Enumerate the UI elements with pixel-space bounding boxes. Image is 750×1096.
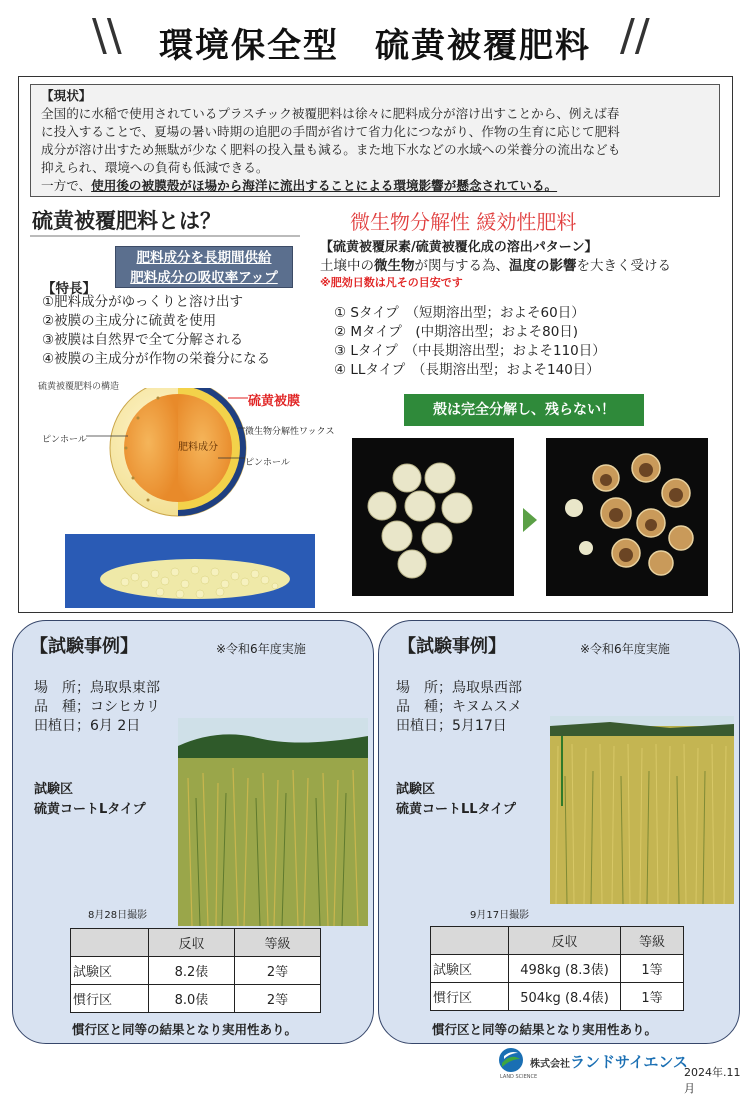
rice-field-photo-west: [550, 716, 734, 904]
trial-title: 【試験事例】: [398, 636, 506, 657]
release-pattern-note: ※肥効日数は凡その目安です: [320, 276, 463, 289]
title-slash-left-icon: \\: [92, 10, 122, 61]
trial-title: 【試験事例】: [30, 636, 138, 657]
current-status-heading: 【現状】: [41, 88, 92, 103]
trial-place: 場 所；鳥取県東部: [34, 680, 160, 696]
table-row: [431, 955, 684, 983]
concern-emphasis: 使用後の被膜殻がほ場から海洋に流出することによる環境影響が懸念されている。: [91, 178, 558, 193]
table-header: [71, 929, 149, 957]
trial-plot: [396, 780, 516, 820]
fertilizer-type-heading: 微生物分解性 緩効性肥料: [350, 210, 577, 234]
pinhole-label-right: ピンホール: [245, 458, 290, 468]
trial-plot-label: 試験区: [34, 782, 74, 797]
trial-planting-date: 田植日；6月 2日: [34, 718, 141, 734]
title-slash-right-icon: //: [620, 10, 650, 61]
core-label: 肥料成分: [178, 442, 218, 453]
table-header: 等級: [621, 927, 684, 955]
table-header: 反収: [149, 929, 235, 957]
release-type-item: ③ Lタイプ （中長期溶出型；およそ110日）: [334, 343, 606, 359]
table-header: 等級: [235, 929, 321, 957]
trial-variety: 品 種；キヌムスメ: [396, 699, 522, 715]
benefit-line: 肥料成分の吸収率アップ: [130, 270, 278, 286]
section-title-about: 硫黄被覆肥料とは？: [32, 209, 221, 233]
table-cell: 2等: [235, 985, 321, 1013]
current-status-line: に投入することで、夏場の暑い時期の追肥の手間が省けて省力化につながり、作物の生育に応じて肥料: [41, 124, 620, 139]
trial-variety: 品 種；コシヒカリ: [34, 699, 160, 715]
current-status-line: 成分が溶け出すため無駄が少なく肥料の投入量も減る。また地下水などの水域への栄養分の流出なども: [41, 142, 621, 157]
table-cell: 2等: [235, 957, 321, 985]
feature-item: ①肥料成分がゆっくりと溶け出す: [42, 294, 243, 310]
structure-caption: 硫黄被覆肥料の構造: [38, 382, 120, 392]
trial-year-note: ※令和6年度実施: [216, 642, 306, 656]
table-cell: 498kg (8.3俵): [509, 955, 621, 983]
trial-result: 慣行区と同等の結果となり実用性あり。: [432, 1022, 658, 1037]
release-type-item: ④ LLタイプ （長期溶出型；およそ140日）: [334, 362, 600, 378]
arrow-right-icon: [523, 508, 537, 532]
concern-prefix: 一方で、: [41, 178, 92, 193]
shells-after-photo: [546, 438, 708, 596]
release-type-item: ① Sタイプ （短期溶出型；およそ60日）: [334, 305, 585, 321]
feature-item: ③被膜は自然界で全て分解される: [42, 332, 244, 348]
table-cell: 1等: [621, 983, 684, 1011]
yield-table-west: [430, 926, 684, 1011]
company-logo-icon: [498, 1047, 524, 1073]
feature-item: ④被膜の主成分が作物の栄養分になる: [42, 351, 271, 367]
table-header-row: [71, 929, 321, 957]
coating-label: 硫黄被膜: [248, 394, 301, 409]
trial-plot-type: 硫黄コートLタイプ: [34, 802, 146, 817]
feature-item: ②被膜の主成分に硫黄を使用: [42, 313, 217, 329]
current-status-box: [30, 84, 720, 197]
trial-plot-label: 試験区: [396, 782, 436, 797]
rice-field-photo-east: [178, 718, 368, 926]
trial-plot-type: 硫黄コートLLタイプ: [396, 802, 516, 817]
granule-structure-diagram: [38, 388, 278, 528]
table-cell: 試験区: [431, 955, 509, 983]
table-header: 反収: [509, 927, 621, 955]
current-status-concern: [41, 177, 709, 195]
table-row: [71, 957, 321, 985]
company-name: 株式会社ランドサイエンス: [530, 1053, 688, 1071]
page-title: 環境保全型 硫黄被覆肥料: [159, 26, 591, 66]
trial-planting-date: 田植日；5月17日: [396, 718, 507, 734]
benefit-line: 肥料成分を長期間供給: [136, 250, 272, 266]
features-list: [42, 293, 270, 369]
current-status-line: 抑えられ、環境への負荷も低減できる。: [41, 160, 269, 175]
trial-result: 慣行区と同等の結果となり実用性あり。: [72, 1022, 298, 1037]
pellets-before-photo: [352, 438, 514, 596]
table-cell: 8.2俵: [149, 957, 235, 985]
decompose-banner: 殻は完全分解し、残らない！: [404, 394, 644, 426]
release-pattern-description: 土壌中の微生物が関与する為、温度の影響を大きく受ける: [320, 258, 671, 274]
release-type-list: [334, 304, 606, 380]
issue-date: 2024年.11月: [684, 1066, 741, 1095]
trial-info: [396, 679, 522, 736]
section-title-underline: [30, 235, 300, 237]
table-cell: 試験区: [71, 957, 149, 985]
trial-info: [34, 679, 160, 736]
release-type-item: ② Mタイプ (中期溶出型；およそ80日): [334, 324, 579, 340]
table-row: [431, 983, 684, 1011]
table-cell: 慣行区: [71, 985, 149, 1013]
table-cell: 8.0俵: [149, 985, 235, 1013]
wax-label: 微生物分解性ワックス: [245, 427, 335, 437]
table-row: [71, 985, 321, 1013]
company-logo-text: LAND SCIENCE: [500, 1074, 538, 1080]
table-cell: 1等: [621, 955, 684, 983]
table-header-row: [431, 927, 684, 955]
table-header: [431, 927, 509, 955]
photo-date: 8月28日撮影: [88, 910, 148, 921]
benefit-box: [115, 246, 293, 288]
granules-photo: [65, 534, 315, 608]
release-pattern-title: 【硫黄被覆尿素/硫黄被覆化成の溶出パターン】: [320, 240, 598, 255]
photo-date: 9月17日撮影: [470, 910, 530, 921]
trial-year-note: ※令和6年度実施: [580, 642, 670, 656]
pinhole-label-left: ピンホール: [42, 435, 87, 445]
features-title: 【特長】: [42, 281, 96, 297]
table-cell: 慣行区: [431, 983, 509, 1011]
current-status-line: 全国的に水稲で使用されているプラスチック被覆肥料は徐々に肥料成分が溶け出すことから、例えば春: [41, 106, 620, 121]
trial-plot: [34, 780, 146, 820]
trial-place: 場 所；鳥取県西部: [396, 680, 522, 696]
table-cell: 504kg (8.4俵): [509, 983, 621, 1011]
yield-table-east: [70, 928, 321, 1013]
